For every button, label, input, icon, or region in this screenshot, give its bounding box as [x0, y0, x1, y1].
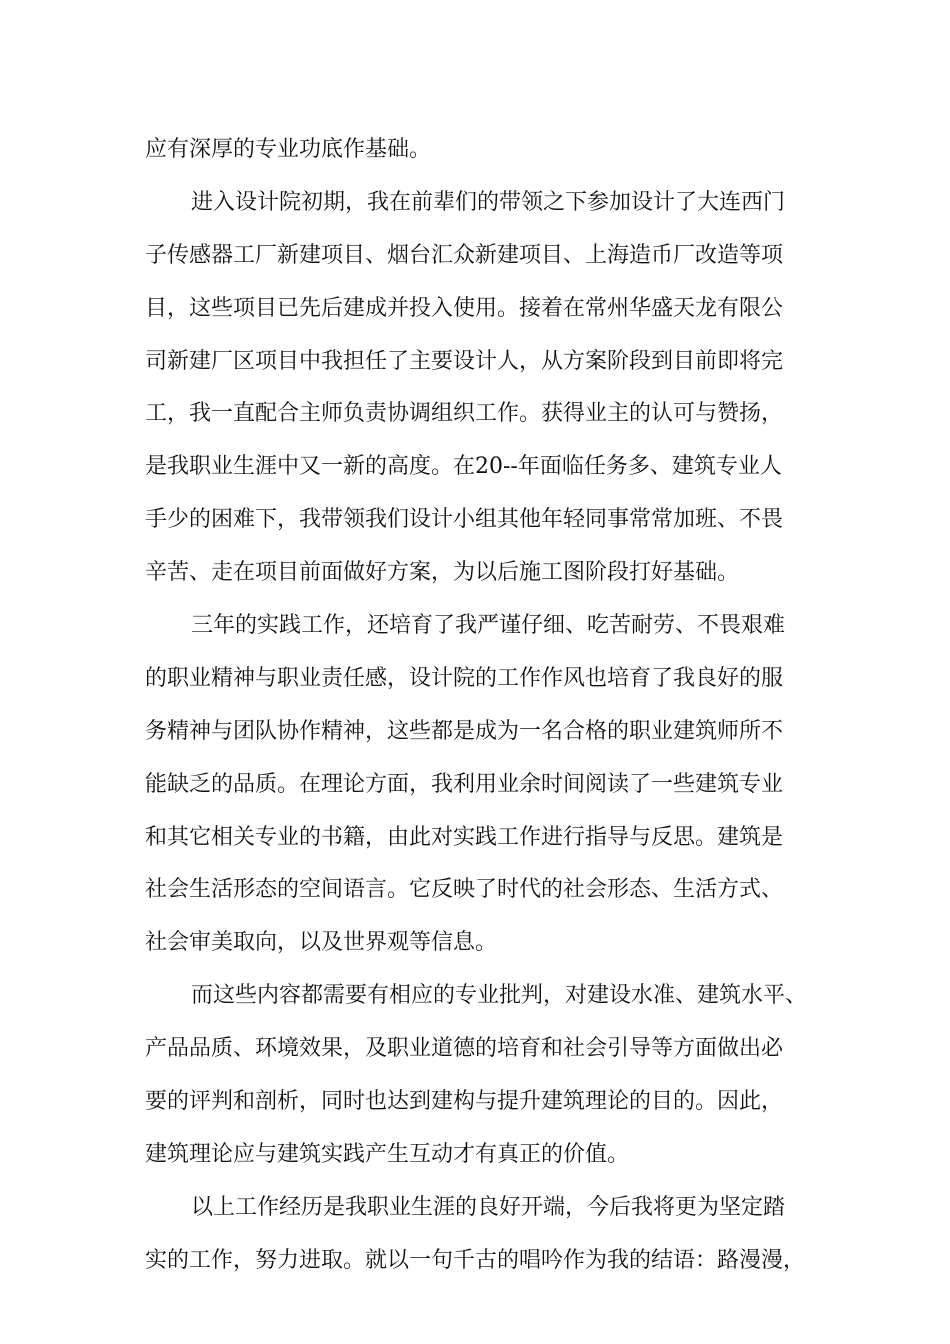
text-line: 能缺乏的品质。在理论方面，我利用业余时间阅读了一些建筑专业: [145, 771, 784, 797]
text-line: 社会生活形态的空间语言。它反映了时代的社会形态、生活方式、: [145, 877, 784, 903]
text-line: 工，我一直配合主师负责协调组织工作。获得业主的认可与赞扬，: [145, 401, 784, 427]
text-line: 目，这些项目已先后建成并投入使用。接着在常州华盛天龙有限公: [145, 295, 784, 321]
text-line: 手少的困难下，我带领我们设计小组其他年轻同事常常加班、不畏: [145, 507, 784, 533]
text-line: 进入设计院初期，我在前辈们的带领之下参加设计了大连西门: [191, 189, 786, 215]
text-line: 是我职业生涯中又一新的高度。在20--年面临任务多、建筑专业人: [145, 454, 782, 480]
text-line: 的职业精神与职业责任感，设计院的工作作风也培育了我良好的服: [145, 665, 784, 691]
text-line: 辛苦、走在项目前面做好方案，为以后施工图阶段打好基础。: [145, 560, 740, 586]
text-line: 三年的实践工作，还培育了我严谨仔细、吃苦耐劳、不畏艰难: [191, 613, 786, 639]
text-line: 而这些内容都需要有相应的专业批判，对建设水准、建筑水平、: [191, 983, 808, 1009]
text-line: 应有深厚的专业功底作基础。: [145, 137, 432, 162]
text-line: 要的评判和剖析，同时也达到建构与提升建筑理论的目的。因此，: [145, 1089, 784, 1115]
text-line: 建筑理论应与建筑实践产生互动才有真正的价值。: [145, 1141, 630, 1167]
text-line: 以上工作经历是我职业生涯的良好开端，今后我将更为坚定踏: [191, 1194, 786, 1220]
text-line: 子传感器工厂新建项目、烟台汇众新建项目、上海造币厂改造等项: [145, 242, 784, 268]
document-body: [145, 128, 835, 1292]
text-line: 和其它相关专业的书籍，由此对实践工作进行指导与反思。建筑是: [145, 824, 784, 850]
text-line: 实的工作，努力进取。就以一句千古的唱吟作为我的结语：路漫漫，: [145, 1247, 806, 1273]
text-line: 产品品质、环境效果，及职业道德的培育和社会引导等方面做出必: [145, 1036, 784, 1062]
text-line: 务精神与团队协作精神，这些都是成为一名合格的职业建筑师所不: [145, 718, 784, 744]
text-line: 社会审美取向，以及世界观等信息。: [145, 930, 498, 956]
text-line: 司新建厂区项目中我担任了主要设计人，从方案阶段到目前即将完: [145, 348, 784, 374]
